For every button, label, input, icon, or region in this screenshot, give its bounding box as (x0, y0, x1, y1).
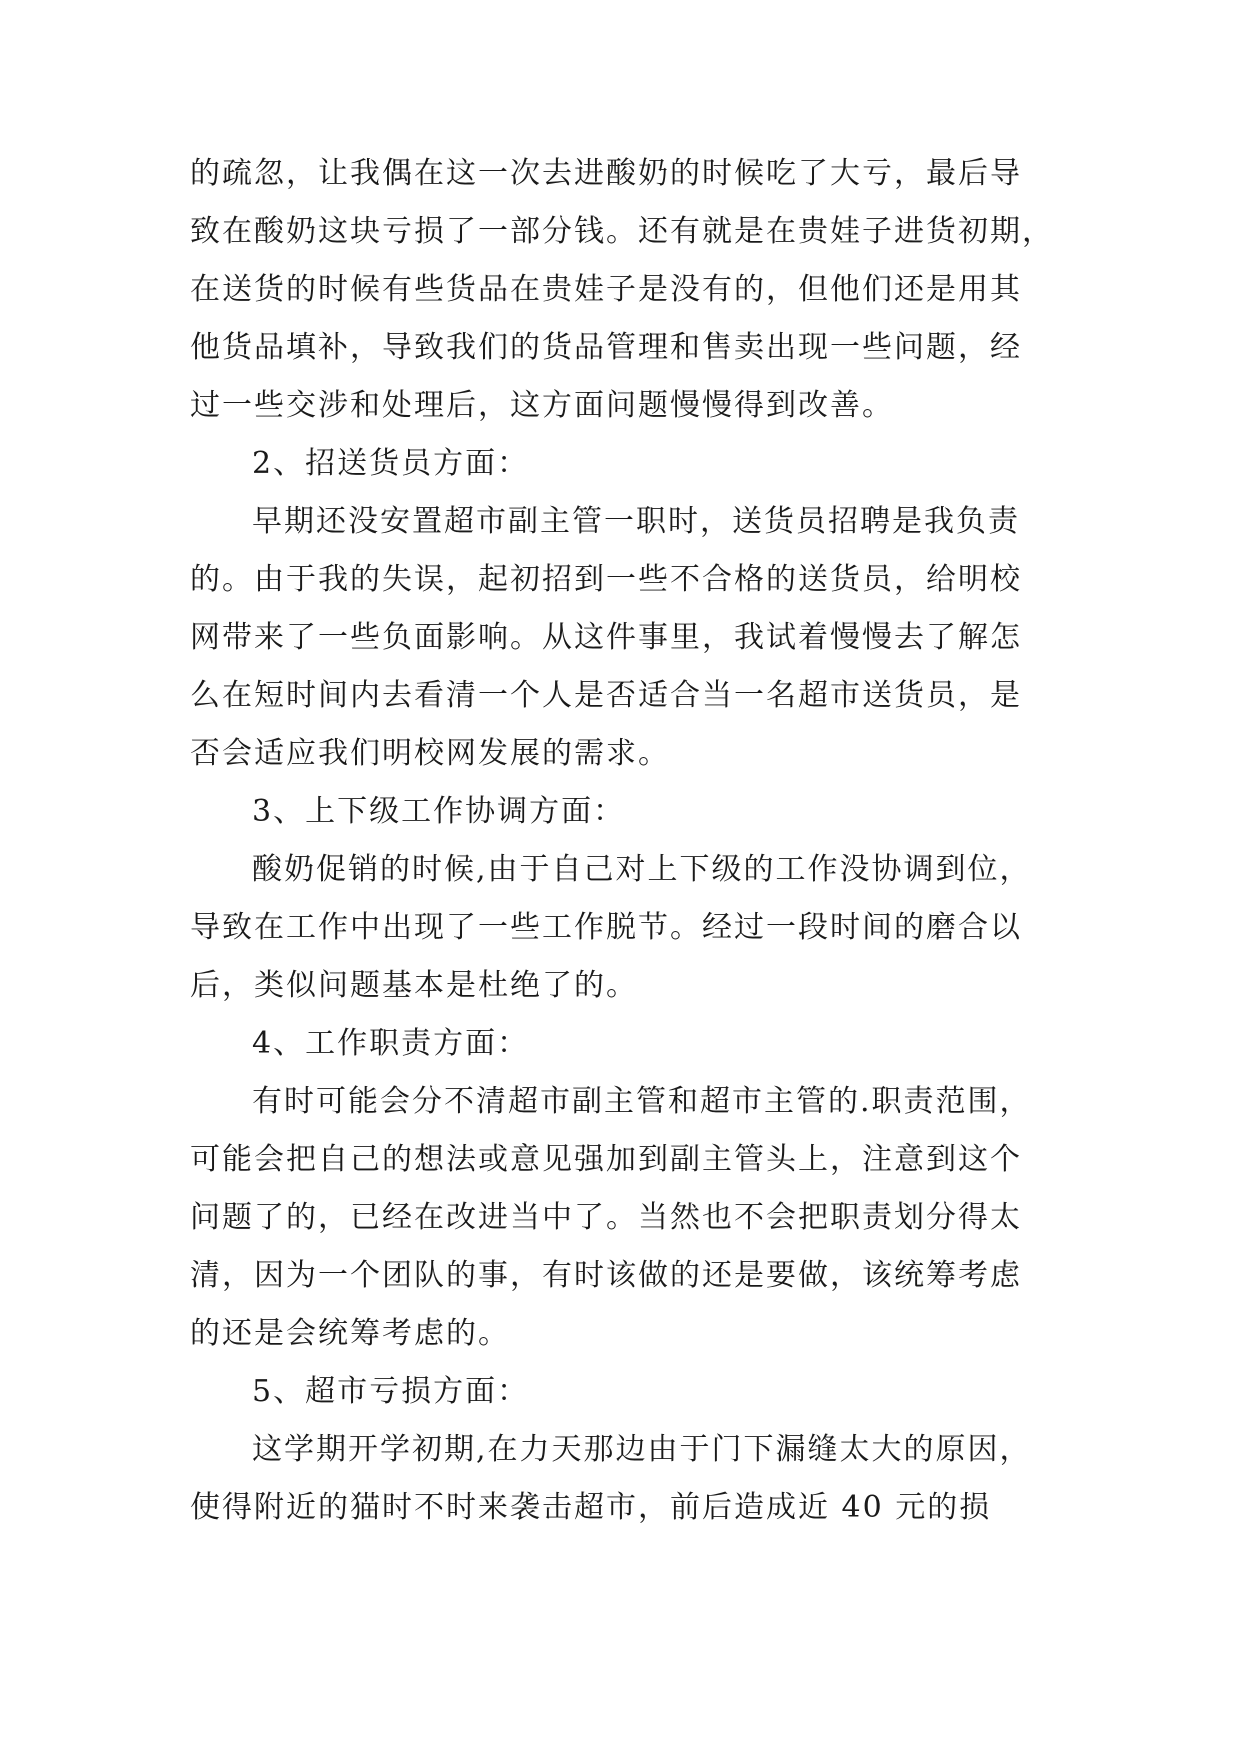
text-line: 有时可能会分不清超市副主管和超市主管的.职责范围， (252, 1084, 1032, 1119)
text-line: 这学期开学初期,在力天那边由于门下漏缝太大的原因， (252, 1432, 1032, 1467)
text-line: 酸奶促销的时候,由于自己对上下级的工作没协调到位， (252, 852, 1032, 887)
text-line: 他货品填补，导致我们的货品管理和售卖出现一些问题，经 (190, 330, 1022, 365)
text-line: 导致在工作中出现了一些工作脱节。经过一段时间的磨合以 (190, 910, 1022, 945)
text-line: 网带来了一些负面影响。从这件事里，我试着慢慢去了解怎 (190, 620, 1022, 655)
text-line: 后，类似问题基本是杜绝了的。 (190, 968, 638, 1003)
text-line: 在送货的时候有些货品在贵娃子是没有的，但他们还是用其 (190, 272, 1022, 307)
text-line: 可能会把自己的想法或意见强加到副主管头上，注意到这个 (190, 1142, 1022, 1177)
section-heading: 5、超市亏损方面： (252, 1374, 530, 1409)
text-line: 么在短时间内去看清一个人是否适合当一名超市送货员，是 (190, 678, 1022, 713)
section-heading: 3、上下级工作协调方面： (252, 794, 626, 829)
text-line: 的疏忽，让我偶在这一次去进酸奶的时候吃了大亏，最后导 (190, 156, 1022, 191)
text-line: 清，因为一个团队的事，有时该做的还是要做，该统筹考虑 (190, 1258, 1022, 1293)
text-line: 早期还没安置超市副主管一职时，送货员招聘是我负责 (252, 504, 1020, 539)
section-heading: 2、招送货员方面： (252, 446, 530, 481)
text-line: 问题了的，已经在改进当中了。当然也不会把职责划分得太 (190, 1200, 1022, 1235)
section-heading: 4、工作职责方面： (252, 1026, 530, 1061)
text-line: 否会适应我们明校网发展的需求。 (190, 736, 670, 771)
text-line: 使得附近的猫时不时来袭击超市，前后造成近 40 元的损 (190, 1490, 992, 1525)
text-line: 致在酸奶这块亏损了一部分钱。还有就是在贵娃子进货初期， (190, 214, 1054, 249)
text-line: 过一些交涉和处理后，这方面问题慢慢得到改善。 (190, 388, 894, 423)
text-line: 的还是会统筹考虑的。 (190, 1316, 510, 1351)
text-line: 的。由于我的失误，起初招到一些不合格的送货员，给明校 (190, 562, 1022, 597)
